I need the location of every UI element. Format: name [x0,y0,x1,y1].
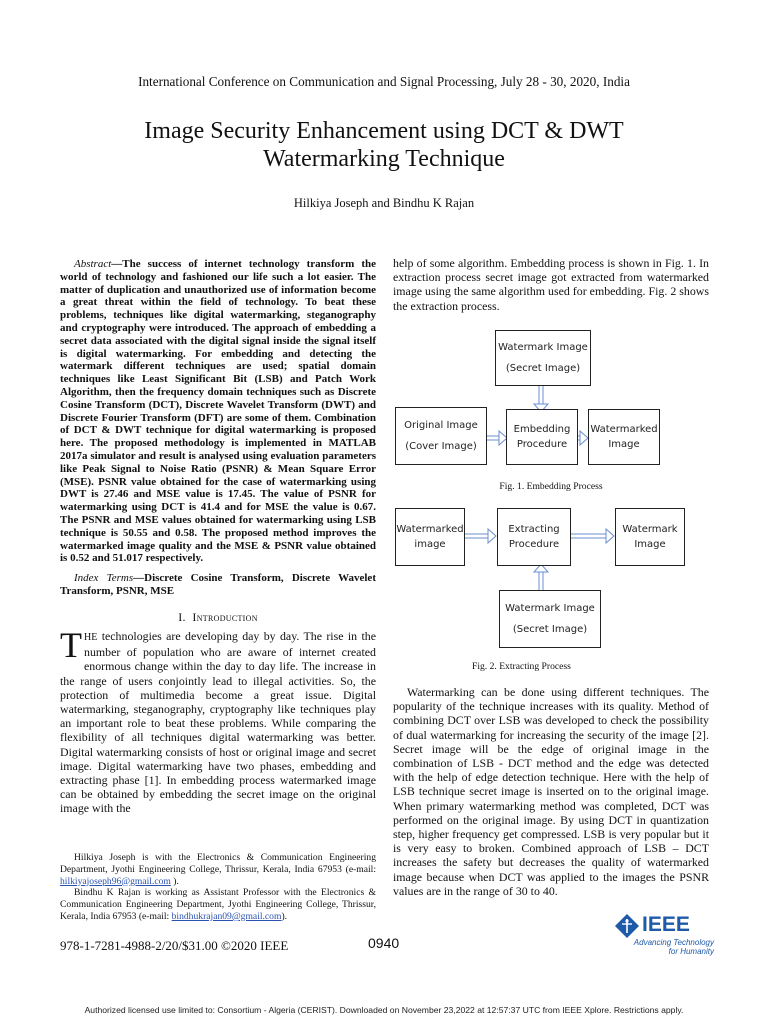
figure-2 [393,506,715,648]
section-heading [60,610,376,625]
abstract-label: Abstract [74,258,112,270]
page-number: 0940 [368,935,400,951]
secret-box-label-2: (Secret Image) [505,363,581,374]
license-notice: Authorized licensed use limited to: Consortium - Algeria (CERIST). Downloaded on November 23,2022 at 12:57:37 UTC from IEEE Xplore. Restrictions apply. [84,1005,684,1015]
abstract [60,258,376,565]
email-link-2[interactable]: bindhukrajan09@gmail.com [171,910,282,922]
right-column-bottom-text: Watermarking can be done using different techniques. The popularity of the technique increases with its quality. Method of combining DCT over LSB was developed to check the possibility of dual watermarking for increasing the security of the image [2]. Secret image will be the edge of original image in the combination of LSB - DCT method and the edge was detected with the help of edge detection technique. Here with the help of LSB technique secret image is inserted on to the original image. When primary watermarking method was completed, DCT was performed on the original image. By using DCT in quantization step, higher frequency get compressed. LSB is very popular but it is very easy to broken. Combined approach of LSB – DCT increases the safety but decreases the quality of watermarked image because when DCT was applied to the images the PSNR values are in the range of 30 to 40. [393,685,709,898]
extracting-box-label-1: Extracting [508,524,560,535]
title-line-1: Image Security Enhancement using DCT & DWT [144,118,624,144]
introduction-text [60,625,376,816]
watermarked-image-box [588,409,660,465]
footnote-1 [60,852,376,887]
secret-output-label-1: Watermark Image [505,603,595,614]
ieee-tagline [618,938,714,956]
intro-lead: HE [84,632,98,643]
author-footnotes [60,852,376,923]
original-image-box [395,407,487,465]
embedding-box-label-1: Embedding [513,424,571,435]
secret-image-output-box [499,590,601,648]
figure-1 [393,328,715,478]
ieee-tagline-2: for Humanity [668,947,714,956]
original-box-label-2: (Cover Image) [405,441,477,452]
section-number: I. [178,610,186,624]
intro-body: technologies are developing day by day. The rise in the number of population who are aware of internet created enormous change within the day to day life. The increase in the range of users conjointly lead to illegal activities. So, the protection of multimedia become a great issue. Digital watermarking, steganography, cryptography like techniques play an important role to beat these problems. While comparing the flexibility of all techniques digital watermarking was better. Digital watermarking consists of host or original image and secret image. Digital watermarking have two phases, embedding and extracting phase [1]. In embedding process watermarked image can be obtained by embedding the secret image on the original image with the [60,629,376,816]
wm-input-label-2: image [414,539,446,550]
footnote-2-end: ). [281,910,288,922]
paper-title [60,117,708,173]
extracting-box-label-2: Procedure [508,539,560,550]
secret-image-box [495,330,591,386]
ieee-diamond-icon [614,913,640,939]
ieee-tagline-1: Advancing Technology [633,938,714,947]
secret-output-label-2: (Secret Image) [512,624,588,635]
email-link-1[interactable]: hilkiyajoseph96@gmail.com [60,875,171,887]
footnote-1-text: Hilkiya Joseph is with the Electronics & Communication Engineering Department, Jyothi Engineering College, Thrissur, Kerala, India 67953 (e-mail: [60,852,376,875]
watermarked-box-label-1: Watermarked [590,424,658,435]
figure-1-caption: Fig. 1. Embedding Process [499,481,603,492]
isbn-copyright: 978-1-7281-4988-2/20/$31.00 ©2020 IEEE [60,938,289,953]
footnote-2 [60,887,376,922]
conference-header: International Conference on Communication and Signal Processing, July 28 - 30, 2020, India [138,74,630,89]
figure-2-caption: Fig. 2. Extracting Process [472,661,571,672]
watermarked-input-box [395,508,465,566]
wm-output-label-1: Watermark [622,524,678,535]
watermarked-box-label-2: Image [608,439,640,450]
wm-input-label-1: Watermarked [396,524,464,535]
right-column-top-text: help of some algorithm. Embedding process is shown in Fig. 1. In extraction process secret image got extracted from watermarked image using the same algorithm used for embedding. Fig. 2 shows the extraction process. [393,256,709,313]
embedding-box-label-2: Procedure [516,439,568,450]
index-terms-text: —Discrete Cosine Transform, Discrete Wavelet Transform, PSNR, MSE [60,572,376,597]
extracting-procedure-box [497,508,571,566]
watermark-output-box [615,508,685,566]
index-terms-label: Index Terms [74,572,134,584]
section-title: Introduction [192,610,258,624]
secret-box-label-1: Watermark Image [498,342,588,353]
embedding-procedure-box [506,409,578,465]
title-line-2: Watermarking Technique [263,146,505,172]
wm-output-label-2: Image [634,539,666,550]
author-list: Hilkiya Joseph and Bindhu K Rajan [293,196,475,210]
drop-cap: T [60,625,82,665]
ieee-wordmark: IEEE [642,913,690,936]
abstract-text: —The success of internet technology transform the world of technology and fashioned our life such a lot easier. The matter of duplication and unauthorized use of information become a great threat within the field of technology. To beat these problems, techniques like digital watermarking, steganography and cryptography were introduced. The approach of embedding a secret data associated with the digital signal inside the signal itself is digital watermarking. For embedding and detecting the watermark different techniques are used; spatial domain techniques like Least Significant Bit (LSB) and Patch Work Algorithm, then the frequency domain techniques such as Discrete Cosine Transform (DCT), Discrete Wavelet Transform (DWT) and Discrete Fourier Transform (DFT) are some of them. Combination of DCT & DWT technique for digital watermarking is proposed here. The proposed methodology is implemented in MATLAB 2017a simulator and result is analysed using evaluation parameters like Peak Signal to Noise Ratio (PSNR) & Mean Square Error (MSE). PSNR value obtained for the case of watermarking using DWT is 27.46 and MSE value is 17.45. The value of PSNR for watermarking using DCT is 41.4 and for MSE the value is 0.67. The PSNR and MSE values obtained for watermarking using LSB technique is 50.55 and 0.58. The proposed method improves the watermarked image quality and the MSE & PSNR value obtained is 0.52 and 51.017 respectively. [60,258,376,565]
index-terms [60,572,376,598]
original-box-label-1: Original Image [404,420,478,431]
footnote-1-end: ). [170,875,179,887]
footnote-2-text: Bindhu K Rajan is working as Assistant Professor with the Electronics & Communication Engineering Department, Jyothi Engineering College, Thrissur, Kerala, India 67953 (e-mail: [60,887,376,922]
